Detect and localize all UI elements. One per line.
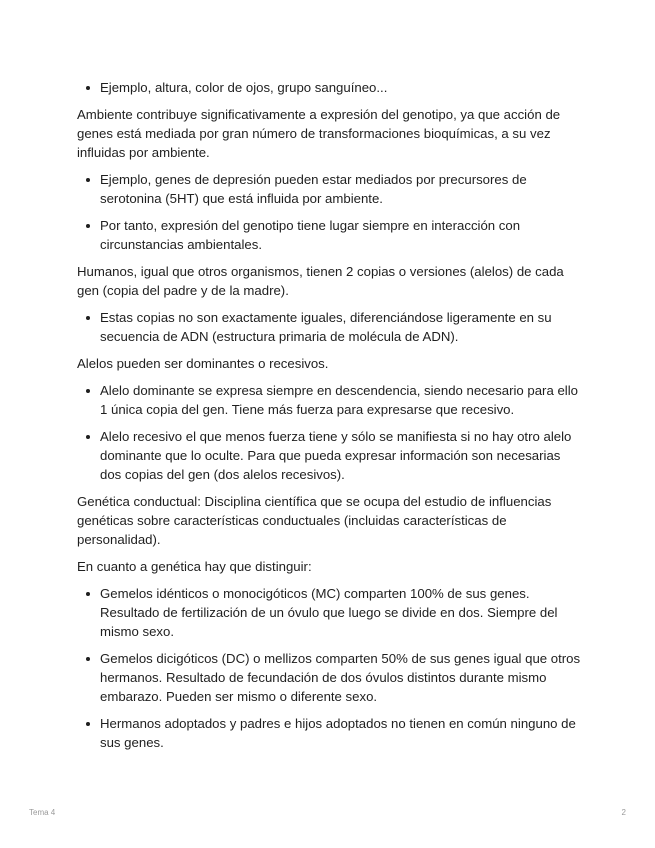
list-item-text: Ejemplo, genes de depresión pueden estar mediados por precursores de serotonina (5HT) que está influida por ambiente. — [100, 172, 527, 206]
list-item-text: Gemelos dicigóticos (DC) o mellizos comparten 50% de sus genes igual que otros hermanos. Resultado de fecundación de dos óvulos distintos durante mismo embarazo. Pueden ser mismo o diferente sexo. — [100, 651, 581, 704]
paragraph: En cuanto a genética hay que distinguir: — [77, 559, 312, 574]
list-item-text: Alelo recesivo el que menos fuerza tiene y sólo se manifiesta si no hay otro alelo dominante que lo oculte. Para que pueda expresar información son necesarias dos copias del gen (dos alelos recesivos). — [100, 429, 572, 482]
paragraph: Humanos, igual que otros organismos, tienen 2 copias o versiones (alelos) de cada gen (copia del padre y de la madre). — [77, 264, 564, 298]
paragraph: Genética conductual: Disciplina científica que se ocupa del estudio de influencias genéticas sobre características conductuales (incluidas características de personalidad). — [77, 494, 552, 547]
bullet-icon — [86, 316, 90, 320]
list-item — [77, 714, 582, 752]
list-item — [77, 584, 582, 641]
list-item-text: Ejemplo, altura, color de ojos, grupo sanguíneo... — [100, 80, 388, 95]
paragraph: Alelos pueden ser dominantes o recesivos. — [77, 356, 329, 371]
bullet-icon — [86, 722, 90, 726]
paragraph: Ambiente contribuye significativamente a expresión del genotipo, ya que acción de genes está mediada por gran número de transformaciones bioquímicas, a su vez influidas por ambiente. — [77, 107, 561, 160]
footer-section-label: Tema 4 — [29, 808, 56, 817]
bullet-icon — [86, 178, 90, 182]
bullet-list — [77, 78, 582, 97]
list-item — [77, 78, 582, 97]
bullet-icon — [86, 389, 90, 393]
list-item — [77, 649, 582, 706]
bullet-icon — [86, 435, 90, 439]
document-body — [77, 78, 582, 760]
bullet-icon — [86, 224, 90, 228]
bullet-icon — [86, 86, 90, 90]
list-item-text: Hermanos adoptados y padres e hijos adoptados no tienen en común ninguno de sus genes. — [100, 716, 576, 750]
bullet-list — [77, 170, 582, 254]
bullet-list — [77, 308, 582, 346]
list-item — [77, 216, 582, 254]
list-item-text: Estas copias no son exactamente iguales, diferenciándose ligeramente en su secuencia de ADN (estructura primaria de molécula de ADN). — [100, 310, 552, 344]
list-item-text: Gemelos idénticos o monocigóticos (MC) comparten 100% de sus genes. Resultado de fertilización de un óvulo que luego se divide en dos. Siempre del mismo sexo. — [100, 586, 558, 639]
bullet-list — [77, 381, 582, 484]
list-item-text: Alelo dominante se expresa siempre en descendencia, siendo necesario para ello 1 única copia del gen. Tiene más fuerza para expresarse que recesivo. — [100, 383, 578, 417]
list-item — [77, 170, 582, 208]
list-item — [77, 381, 582, 419]
bullet-icon — [86, 657, 90, 661]
footer-page-number: 2 — [621, 808, 626, 817]
bullet-list — [77, 584, 582, 752]
list-item — [77, 308, 582, 346]
list-item-text: Por tanto, expresión del genotipo tiene lugar siempre en interacción con circunstancias ambientales. — [100, 218, 521, 252]
list-item — [77, 427, 582, 484]
bullet-icon — [86, 592, 90, 596]
